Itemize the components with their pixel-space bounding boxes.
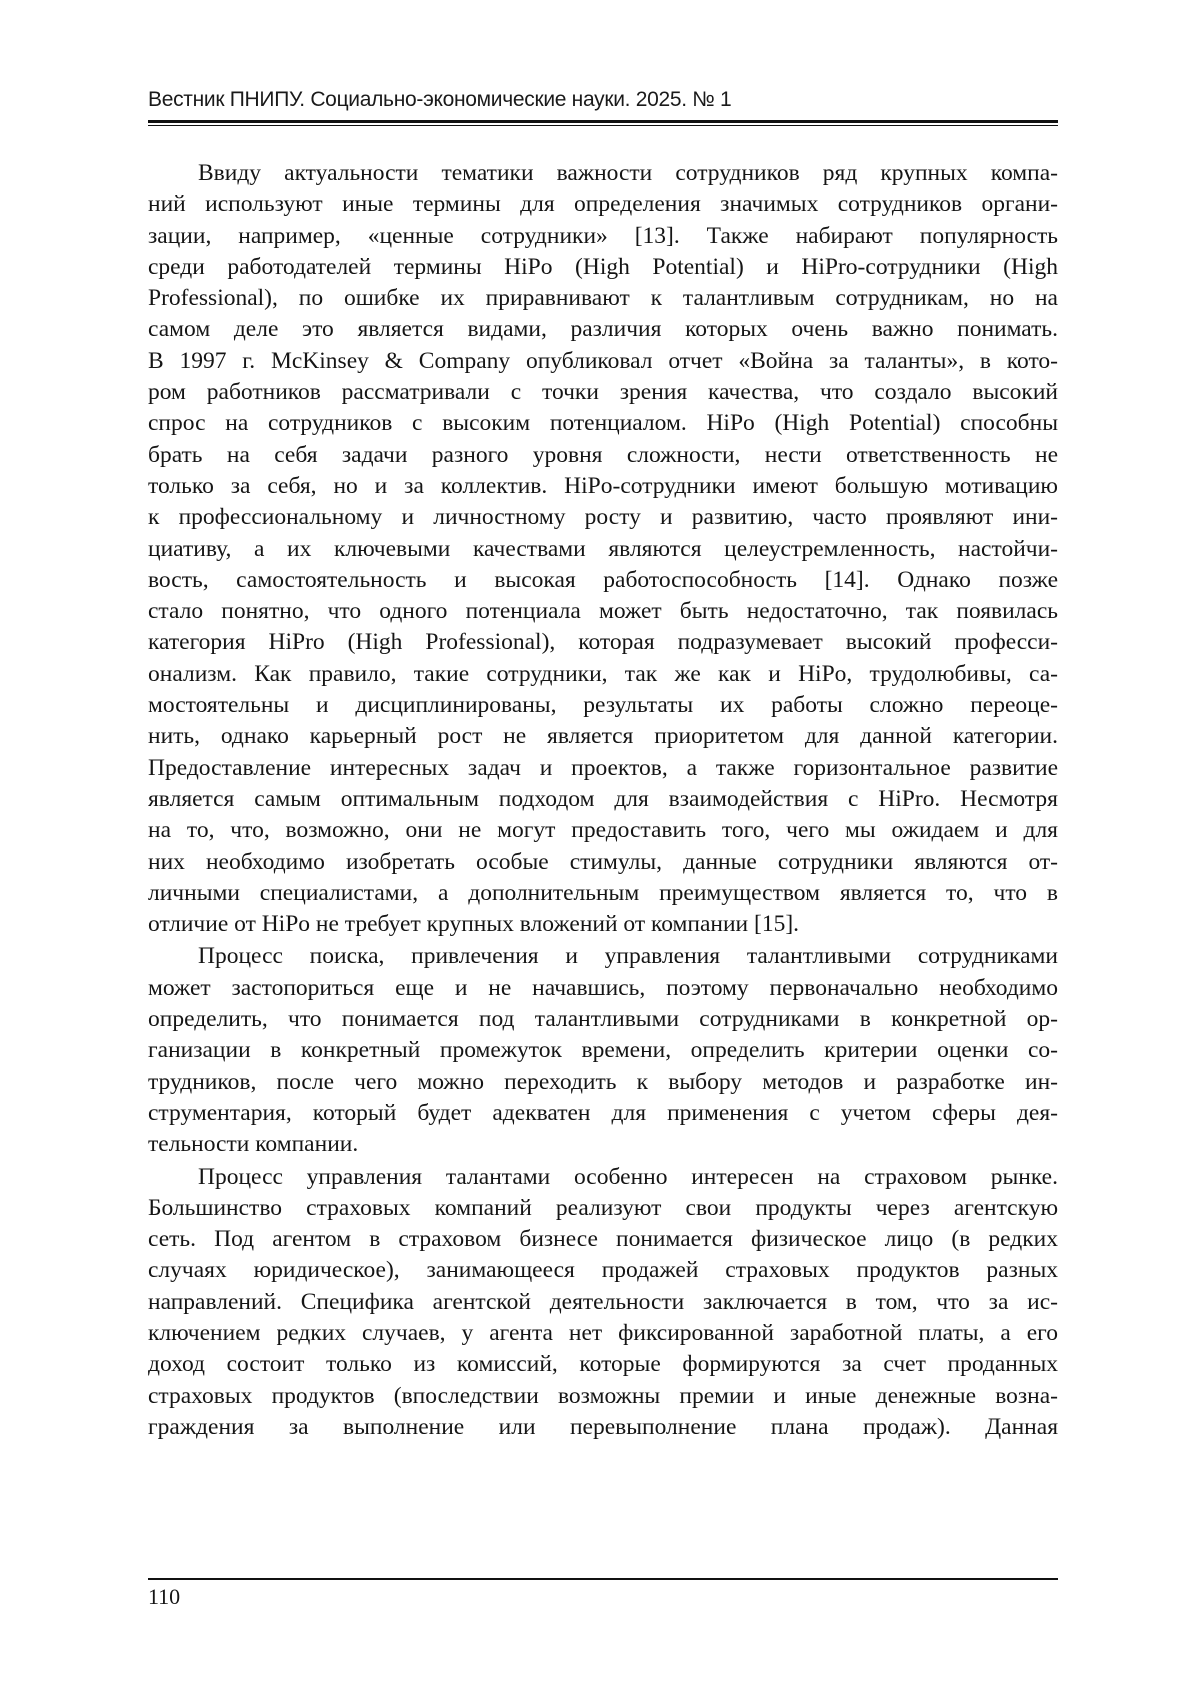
text-line: вость, самостоятельность и высокая работоспособность [14]. Однако позже: [148, 565, 1058, 596]
text-line: доход состоит только из комиссий, которые формируются за счет проданных: [148, 1349, 1058, 1380]
text-line: ром работников рассматривали с точки зрения качества, что создало высокий: [148, 377, 1058, 408]
text-line: трудников, после чего можно переходить к выбору методов и разработке ин-: [148, 1067, 1058, 1098]
text-line: В 1997 г. McKinsey & Company опубликовал отчет «Война за таланты», в кото-: [148, 346, 1058, 377]
text-line: брать на себя задачи разного уровня сложности, нести ответственность не: [148, 440, 1058, 471]
text-line: онализм. Как правило, такие сотрудники, так же как и HiPo, трудолюбивы, са-: [148, 659, 1058, 690]
text-line: может застопориться еще и не начавшись, поэтому первоначально необходимо: [148, 973, 1058, 1004]
header-rule-thin: [148, 125, 1058, 126]
text-line: самом деле это является видами, различия которых очень важно понимать.: [148, 314, 1058, 345]
text-line: них необходимо изобретать особые стимулы, данные сотрудники являются от-: [148, 847, 1058, 878]
article-body: [148, 158, 1058, 1443]
text-line: спрос на сотрудников с высоким потенциалом. HiPo (High Potential) способны: [148, 408, 1058, 439]
text-line: струментария, который будет адекватен для применения с учетом сферы дея-: [148, 1098, 1058, 1129]
text-line: Процесс поиска, привлечения и управления талантливыми сотрудниками: [148, 941, 1058, 972]
text-line: Professional), по ошибке их приравнивают к талантливым сотрудникам, но на: [148, 283, 1058, 314]
text-line: страховых продуктов (впоследствии возможны премии и иные денежные возна-: [148, 1381, 1058, 1412]
text-line: направлений. Специфика агентской деятельности заключается в том, что за ис-: [148, 1287, 1058, 1318]
text-line: Предоставление интересных задач и проектов, а также горизонтальное развитие: [148, 753, 1058, 784]
footer-rule: [148, 1578, 1058, 1580]
text-line: ний используют иные термины для определения значимых сотрудников органи-: [148, 189, 1058, 220]
text-line: только за себя, но и за коллектив. HiPo-сотрудники имеют большую мотивацию: [148, 471, 1058, 502]
text-line: отличие от HiPo не требует крупных вложений от компании [15].: [148, 909, 1058, 940]
text-line: зации, например, «ценные сотрудники» [13]. Также набирают популярность: [148, 221, 1058, 252]
text-line: граждения за выполнение или перевыполнение плана продаж). Данная: [148, 1412, 1058, 1443]
paragraph: [148, 941, 1058, 1160]
paragraph: [148, 1162, 1058, 1444]
text-line: Ввиду актуальности тематики важности сотрудников ряд крупных компа-: [148, 158, 1058, 189]
text-line: тельности компании.: [148, 1129, 1058, 1160]
text-line: циативу, а их ключевыми качествами являются целеустремленность, настойчи-: [148, 534, 1058, 565]
paragraph: [148, 158, 1058, 940]
text-line: мостоятельны и дисциплинированы, результаты их работы сложно переоце-: [148, 690, 1058, 721]
text-line: Процесс управления талантами особенно интересен на страховом рынке.: [148, 1162, 1058, 1193]
text-line: является самым оптимальным подходом для взаимодействия с HiPro. Несмотря: [148, 784, 1058, 815]
text-line: нить, однако карьерный рост не является приоритетом для данной категории.: [148, 721, 1058, 752]
text-line: стало понятно, что одного потенциала может быть недостаточно, так появилась: [148, 596, 1058, 627]
running-header-title: Вестник ПНИПУ. Социально-экономические науки. 2025. № 1: [148, 86, 1058, 114]
text-line: к профессиональному и личностному росту и развитию, часто проявляют ини-: [148, 502, 1058, 533]
page-number: 110: [148, 1582, 180, 1612]
text-line: определить, что понимается под талантливыми сотрудниками в конкретной ор-: [148, 1004, 1058, 1035]
text-line: на то, что, возможно, они не могут предоставить того, чего мы ожидаем и для: [148, 815, 1058, 846]
header-rule-thick: [148, 120, 1058, 123]
text-line: сеть. Под агентом в страховом бизнесе понимается физическое лицо (в редких: [148, 1224, 1058, 1255]
text-line: категория HiPro (High Professional), которая подразумевает высокий професси-: [148, 627, 1058, 658]
text-line: Большинство страховых компаний реализуют свои продукты через агентскую: [148, 1193, 1058, 1224]
text-line: личными специалистами, а дополнительным преимуществом является то, что в: [148, 878, 1058, 909]
text-line: среди работодателей термины HiPo (High Potential) и HiPro-сотрудники (High: [148, 252, 1058, 283]
text-line: ганизации в конкретный промежуток времени, определить критерии оценки со-: [148, 1035, 1058, 1066]
text-line: случаях юридическое), занимающееся продажей страховых продуктов разных: [148, 1255, 1058, 1286]
text-line: ключением редких случаев, у агента нет фиксированной заработной платы, а его: [148, 1318, 1058, 1349]
